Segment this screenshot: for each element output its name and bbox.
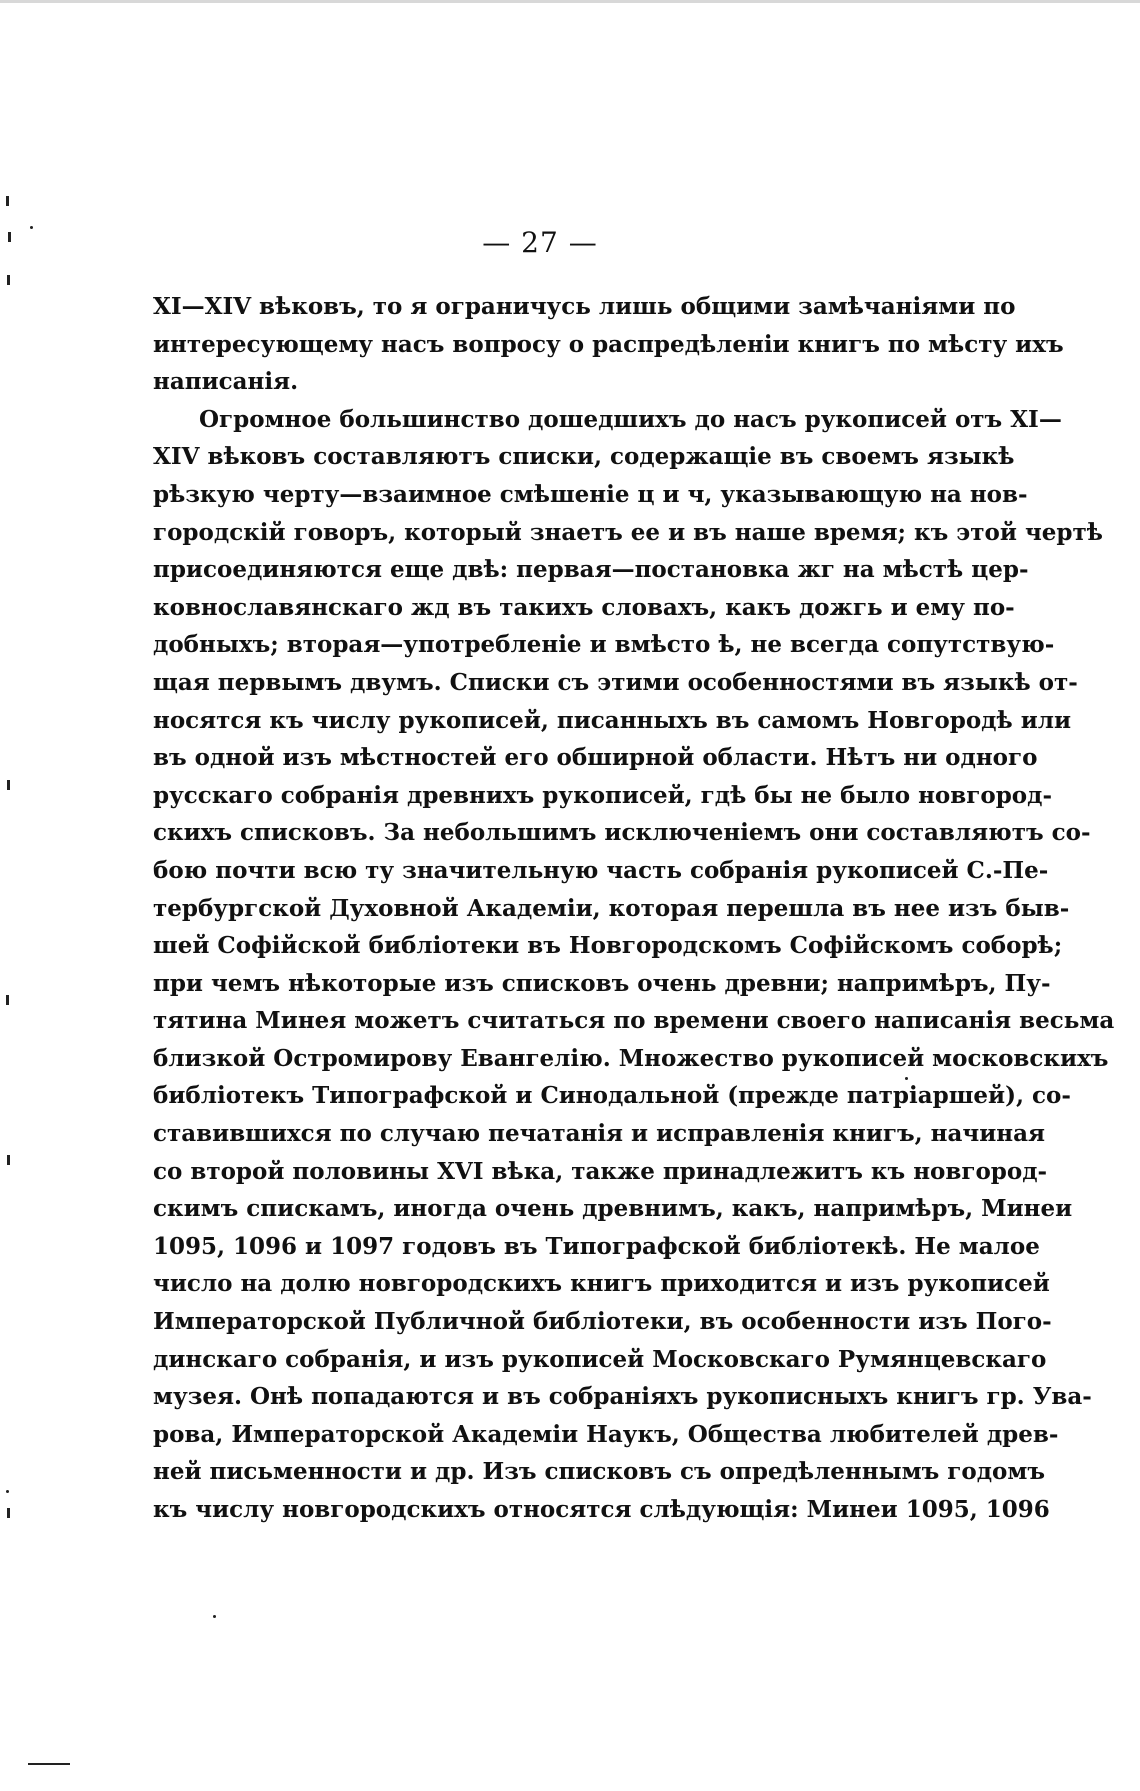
scan-mark (7, 780, 10, 790)
text-line: носятся къ числу рукописей, писанныхъ въ самомъ Новгородѣ или (153, 706, 1072, 734)
body-text (153, 288, 1115, 1529)
text-line: библіотекъ Типографской и Синодальной (прежде патріаршей), со- (153, 1082, 1071, 1110)
scan-mark (905, 1077, 908, 1080)
scan-mark (6, 1490, 9, 1493)
scan-mark (28, 1763, 70, 1765)
scan-mark (8, 232, 11, 242)
text-line: Императорской Публичной библіотеки, въ особенности изъ Пого- (153, 1308, 1052, 1336)
scan-mark (30, 226, 33, 229)
scan-mark (6, 995, 9, 1005)
text-line: ставившихся по случаю печатанія и исправленія книгъ, начиная (153, 1120, 1046, 1148)
text-line: близкой Остромирову Евангелію. Множество рукописей московскихъ (153, 1044, 1109, 1072)
text-line: написанія. (153, 368, 299, 396)
text-line: городскій говоръ, который знаетъ ее и въ наше время; къ этой чертѣ (153, 518, 1103, 546)
text-line: скихъ списковъ. За небольшимъ исключеніемъ они составляютъ со- (153, 819, 1091, 847)
scan-mark (7, 275, 10, 285)
text-line: ковнославянскаго жд въ такихъ словахъ, какъ дожгь и ему по- (153, 593, 1015, 621)
text-line: со второй половины XVI вѣка, также принадлежитъ къ новгород- (153, 1157, 1048, 1185)
text-line: XIV вѣковъ составляютъ списки, содержащіе въ своемъ языкѣ (153, 443, 1015, 471)
text-line: щая первымъ двумъ. Списки съ этими особенностями въ языкѣ от- (153, 668, 1078, 696)
text-line: скимъ спискамъ, иногда очень древнимъ, какъ, напримѣръ, Минеи (153, 1195, 1073, 1223)
text-line: при чемъ нѣкоторые изъ списковъ очень древни; напримѣръ, Пу- (153, 969, 1051, 997)
text-line: русскаго собранія древнихъ рукописей, гдѣ бы не было новгород- (153, 781, 1052, 809)
text-line: шей Софійской библіотеки въ Новгородскомъ Софійскомъ соборѣ; (153, 932, 1063, 960)
text-line: динскаго собранія, и изъ рукописей Московскаго Румянцевскаго (153, 1345, 1047, 1373)
text-line: тербургской Духовной Академіи, которая перешла въ нее изъ быв- (153, 894, 1070, 922)
text-line: Огромное большинство дошедшихъ до насъ рукописей отъ XI— (199, 405, 1062, 433)
text-line: тятина Минея можетъ считаться по времени своего написанія весьма (153, 1007, 1115, 1035)
scan-mark (7, 1155, 10, 1165)
text-line: интересующему насъ вопросу о распредѣленіи книгъ по мѣсту ихъ (153, 330, 1064, 358)
page-number: — 27 — (482, 226, 598, 259)
text-line: число на долю новгородскихъ книгъ приходится и изъ рукописей (153, 1270, 1050, 1298)
text-line: рова, Императорской Академіи Наукъ, Общества любителей древ- (153, 1420, 1059, 1448)
text-line: въ одной изъ мѣстностей его обширной области. Нѣтъ ни одного (153, 744, 1038, 772)
text-line: бою почти всю ту значительную часть собранія рукописей С.-Пе- (153, 856, 1049, 884)
text-line: 1095, 1096 и 1097 годовъ въ Типографской библіотекѣ. Не малое (153, 1232, 1040, 1260)
text-line: ней письменности и др. Изъ списковъ съ опредѣленнымъ годомъ (153, 1458, 1046, 1486)
text-line: присоединяются еще двѣ: первая—постановка жг на мѣстѣ цер- (153, 556, 1029, 584)
text-line: добныхъ; вторая—употребленіе и вмѣсто ѣ, не всегда сопутствую- (153, 631, 1055, 659)
scan-mark (6, 196, 9, 206)
scan-edge-top (0, 0, 1140, 3)
scan-mark (213, 1615, 216, 1618)
text-line: къ числу новгородскихъ относятся слѣдующія: Минеи 1095, 1096 (153, 1496, 1050, 1523)
scan-mark (7, 1508, 10, 1518)
text-line: рѣзкую черту—взаимное смѣшеніе ц и ч, указывающую на нов- (153, 480, 1028, 508)
text-line: XI—XIV вѣковъ, то я ограничусь лишь общими замѣчаніями по (153, 293, 1016, 320)
text-line: музея. Онѣ попадаются и въ собраніяхъ рукописныхъ книгъ гр. Ува- (153, 1383, 1092, 1411)
